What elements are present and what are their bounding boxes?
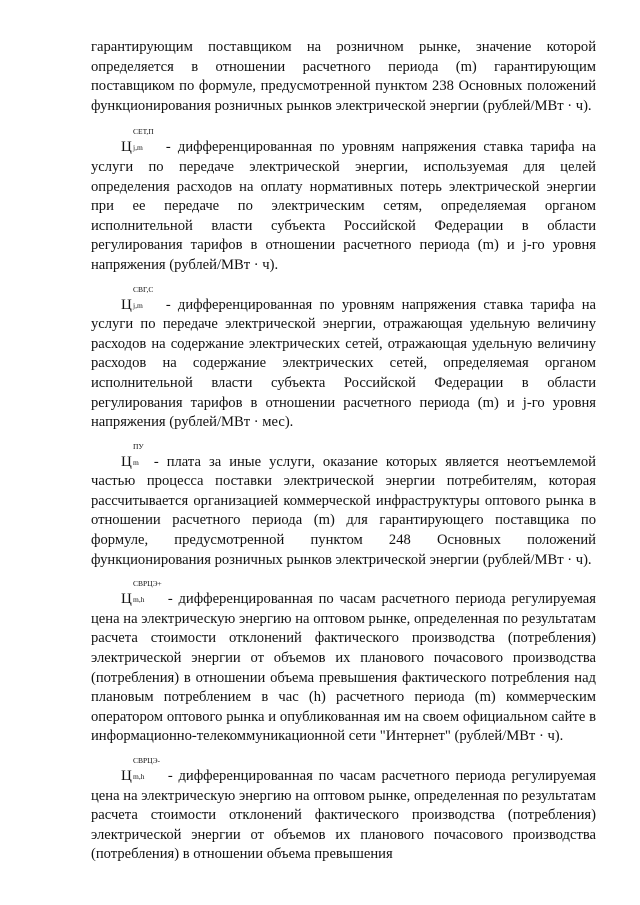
definition-cset-p: [91, 127, 596, 275]
definition-text: - дифференцированная по часам расчетного периода регулируемая цена на электрическую энергию на оптовом рынке, определенная по результатам расчета стоимости отклонений фактического производства (потребления) электрической энергии от объемов их планового почасового производства (потребления) в отношении объема превышения: [91, 768, 596, 863]
formula-symbol: Ц ПУ m: [121, 441, 144, 470]
definition-text: - дифференцированная по уровням напряжения ставка тарифа на услуги по передаче электрической энергии, отражающая удельную величину расходов на содержание электрических сетей, отражающая удельную величину расходов на содержание электрических сетей, определяемая органом исполнительной власти субъекта Российской Федерации в области регулирования тарифов в отношении расчетного периода (m) и j-го уровня напряжения (рублей/МВт · мес).: [91, 296, 596, 431]
symbol-subscript: m: [133, 457, 139, 467]
document-page: [91, 38, 596, 885]
symbol-superscript: ПУ: [133, 441, 144, 451]
formula-symbol: Ц СВРЦЭ+ m,h: [121, 579, 162, 608]
symbol-superscript: СВРЦЭ-: [133, 756, 161, 765]
symbol-superscript: СЕТ,П: [133, 127, 154, 137]
definition-csvrce-plus: [91, 579, 596, 747]
symbol-subscript: j,m: [133, 143, 143, 153]
intro-paragraph: гарантирующим поставщиком на розничном рынке, значение которой определяется в отношении расчетного периода (m) гарантирующим поставщиком по формуле, предусмотренной пунктом 238 Основных положений функционирования розничных рынков электрической энергии (рублей/МВт · ч).: [91, 39, 596, 114]
definition-text: - дифференцированная по уровням напряжения ставка тарифа на услуги по передаче электрической энергии, используемая для целей определения расходов на оплату нормативных потерь электрической энергии при ее передаче по электрическим сетям, определяемая органом исполнительной власти субъекта Российской Федерации в области регулирования тарифов в отношении расчетного периода (m) и j-го уровня напряжения (рублей/МВт · ч).: [91, 139, 596, 273]
symbol-subscript: m,h: [133, 772, 145, 781]
symbol-subscript: j,m: [133, 300, 143, 310]
definition-csvrce-minus: [91, 756, 596, 865]
definition-text: - дифференцированная по часам расчетного периода регулируемая цена на электрическую энергию на оптовом рынке, определенная по результатам расчета стоимости отклонений фактического производства (потребления) электрической энергии от объемов их планового почасового производства (потребления) в отношении объема превышения фактического потребления над плановым потреблением в час (h) расчетного периода (m) коммерческим оператором оптового рынка и опубликованная им на своем официальном сайте в информационно-телекоммуникационной сети "Интернет" (рублей/МВт · ч).: [91, 591, 596, 745]
definition-text: - плата за иные услуги, оказание которых является неотъемлемой частью процесса поставки электрической энергии потребителям, которая рассчитывается организацией коммерческой инфраструктуры оптового рынка в отношении расчетного периода (m) для гарантирующего поставщика по формуле, предусмотренной пунктом 248 Основных положений функционирования розничных рынков электрической энергии (рублей/МВт · ч).: [91, 453, 596, 568]
definition-csvg-s: [91, 284, 596, 433]
symbol-subscript: m,h: [133, 595, 145, 605]
symbol-superscript: СВГ,С: [133, 284, 154, 294]
definition-cpu: [91, 441, 596, 571]
formula-symbol: Ц СВРЦЭ- m,h: [121, 756, 161, 784]
formula-symbol: Ц СВГ,С j,m: [121, 284, 154, 313]
symbol-superscript: СВРЦЭ+: [133, 579, 162, 589]
formula-symbol: Ц СЕТ,П j,m: [121, 127, 154, 156]
